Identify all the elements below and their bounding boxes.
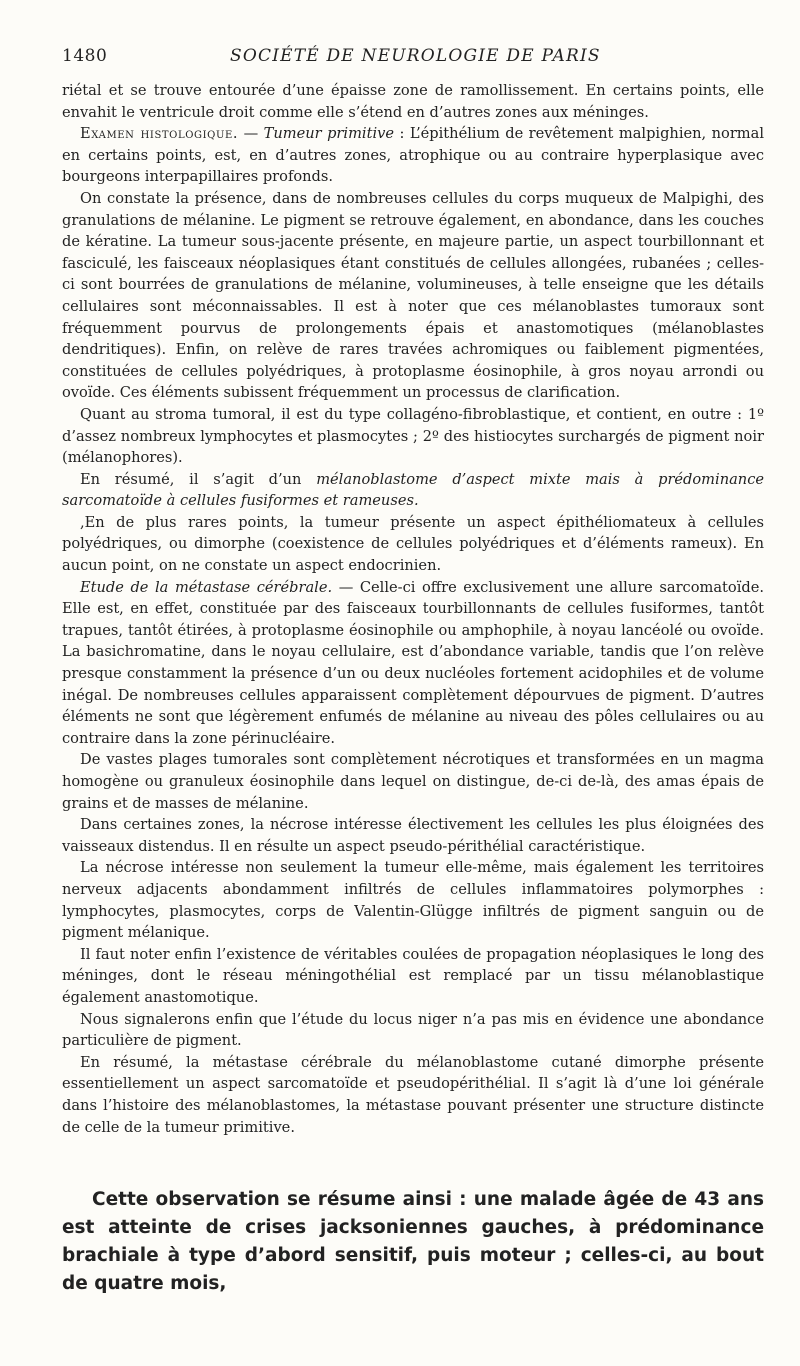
section-heading: Examen histologique. (80, 125, 239, 143)
paragraph: Il faut noter enfin l’existence de véritables coulées de propagation néoplasiques le long des méninges, dont le réseau méningothélial est remplacé par un tissu mélanoblastique également anastomotique. (62, 945, 764, 1006)
paragraph: ,En de plus rares points, la tumeur présente un aspect épithéliomateux à cellules polyédriques, ou dimorphe (coexistence de cellules polyédriques et d’éléments rameux). En aucun point, on ne constate un aspect endocrinien. (62, 513, 764, 575)
body-text (62, 80, 764, 1138)
paragraph: La nécrose intéresse non seulement la tumeur elle-même, mais également les territoires nerveux adjacents abondamment infiltrés de cellules inflammatoires polymorphes : lymphocytes, plasmocytes, corps de Valentin-Glügge infiltrés de pigment sanguin ou de pigment mélanique. (62, 859, 764, 942)
summary-paragraph: Cette observation se résume ainsi : une malade âgée de 43 ans est atteinte de crises jacksoniennes gauches, à prédominance brachiale à type d’abord sensitif, puis moteur ; celles-ci, au bout de quatre mois, (62, 1189, 764, 1295)
paragraph: On constate la présence, dans de nombreuses cellules du corps muqueux de Malpighi, des granulations de mélanine. Le pigment se retrouve également, en abondance, dans les couches de kératine. La tumeur sous-jacente présente, en majeure partie, un aspect tourbillonnant et fasciculé, les faisceaux néoplasiques étant constitués de cellules allongées, rubanées ; celles-ci sont bourrées de granulations de mélanine, volumineuses, à telle enseigne que les détails cellulaires sont méconnaissables. Il est à noter que ces mélanoblastes tumoraux sont fréquemment pourvus de prolongements épais et anastomotiques (mélanoblastes dendritiques). Enfin, on relève de rares travées achromiques ou faiblement pigmentées, constituées de cellules polyédriques, à protoplasme éosinophile, à gros noyau arrondi ou ovoïde. Ces éléments subissent fréquemment un processus de clarification. (62, 189, 764, 402)
paragraph: Examen histologique. — Tumeur primitive : L’épithélium de revêtement malpighien, normal en certains points, est, en d’autres zones, atrophique ou au contraire hyperplasique avec bourgeons interpapillaires profonds. (62, 125, 764, 186)
page-header (62, 46, 764, 66)
paragraph: Etude de la métastase cérébrale. — Celle-ci offre exclusivement une allure sarcomatoïde. Elle est, en effet, constituée par des faisceaux tourbillonnants de cellules fusiformes, tantôt trapues, tantôt étirées, à protoplasme éosinophile ou amphophile, à noyau lancéolé ou ovoïde. La basichromatine, dans le noyau cellulaire, est d’abondance variable, tandis que l’on relève presque constamment la présence d’un ou deux nucléoles fortement acidophiles et de volume inégal. De nombreuses cellules apparaissent complètement dépourvues de pigment. D’autres éléments ne sont que légèrement enfumés de mélanine au niveau des pôles cellulaires ou au contraire dans la zone périnucléaire. (62, 578, 764, 747)
subheading: Etude de la métastase cérébrale. (80, 578, 333, 596)
running-title: SOCIÉTÉ DE NEUROLOGIE DE PARIS (230, 46, 601, 66)
paragraph: En résumé, il s’agit d’un mélanoblastome d’aspect mixte mais à prédominance sarcomatoïde à cellules fusiformes et rameuses. (62, 470, 764, 510)
paragraph: Quant au stroma tumoral, il est du type collagéno-fibroblastique, et contient, en outre : 1º d’assez nombreux lymphocytes et plasmocytes ; 2º des histiocytes surchargés de pigment noir (mélanophores). (62, 405, 764, 467)
paragraph: Nous signalerons enfin que l’étude du locus niger n’a pas mis en évidence une abondance particulière de pigment. (62, 1010, 764, 1050)
subheading: Tumeur primitive (263, 125, 394, 143)
paragraph: De vastes plages tumorales sont complètement nécrotiques et transformées en un magma homogène ou granuleux éosinophile dans lequel on distingue, de-ci de-là, des amas épais de grains et de masses de mélanine. (62, 751, 764, 812)
page-number: 1480 (62, 46, 108, 66)
paragraph: En résumé, la métastase cérébrale du mélanoblastome cutané dimorphe présente essentiellement un aspect sarcomatoïde et pseudopérithélial. Il s’agit là d’une loi générale dans l’histoire des mélanoblastomes, la métastase pouvant présenter une structure distincte de celle de la tumeur primitive. (62, 1053, 764, 1136)
paragraph: Dans certaines zones, la nécrose intéresse électivement les cellules les plus éloignées des vaisseaux distendus. Il en résulte un aspect pseudo-périthélial caractéristique. (62, 816, 764, 855)
paragraph: riétal et se trouve entourée d’une épaisse zone de ramollissement. En certains points, elle envahit le ventricule droit comme elle s’étend en d’autres zones aux méninges. (62, 82, 764, 121)
